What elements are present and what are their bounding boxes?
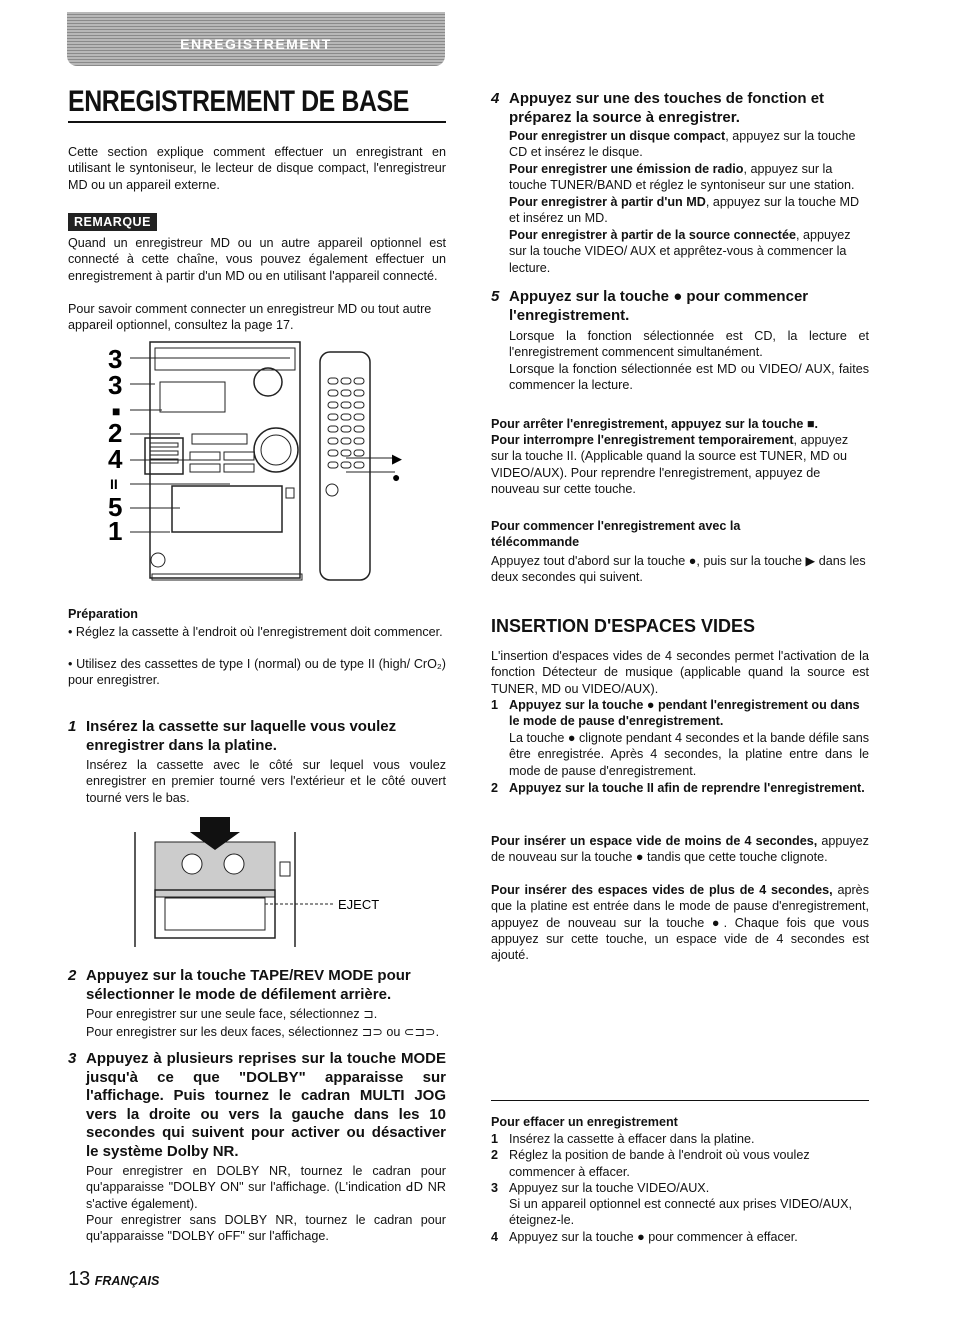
step-1-heading <box>68 718 446 755</box>
step-title: Appuyez sur une des touches de fonction et préparez la source à enregistrer. <box>509 90 825 126</box>
step-3-body: Pour enregistrer sans DOLBY NR, tournez le cadran pour qu'apparaisse "DOLBY oFF" sur l'affichage. <box>86 1213 446 1244</box>
erase-step: 2 Réglez la position de bande à l'endroit où vous voulez commencer à effacer. <box>491 1148 810 1179</box>
remote-recording-body: Appuyez tout d'abord sur la touche ●, puis sur la touche ▶ dans les deux secondes qui suivent. <box>491 554 866 585</box>
step-title: Insérez la cassette sur laquelle vous voulez enregistrer dans la platine. <box>86 718 397 754</box>
step-4-radio: Pour enregistrer une émission de radio, appuyez sur la touche TUNER/BAND et réglez le syntoniseur sur une station. <box>509 162 855 193</box>
play-symbol: ▶ <box>392 451 402 466</box>
step-5-body: Lorsque la fonction sélectionnée est MD ou VIDEO/ AUX, faites commencer la lecture. <box>509 362 869 393</box>
long-gap-note: Pour insérer des espaces vides de plus de 4 secondes, après que la platine est entrée dans le mode de pause d'enregistrement, appuyez de nouveau sur la touche ●. Chaque fois que vous appuyez sur cette touche, un espace vide de 4 secondes est ajouté. <box>491 883 869 963</box>
step-number: 5 <box>491 288 500 305</box>
step-number: 2 <box>68 967 77 984</box>
page-title: ENREGISTREMENT DE BASE <box>68 85 409 118</box>
unit-knob-small <box>254 368 282 396</box>
callout-label: ■ <box>112 403 121 419</box>
callout-label: 1 <box>108 516 123 546</box>
callout-label: 5 <box>108 492 123 522</box>
step-2-body: Pour enregistrer sur une seule face, sélectionnez ⊐. <box>86 1007 378 1021</box>
section-banner <box>67 12 445 66</box>
remote-control <box>320 352 370 580</box>
step-number: 1 <box>68 718 77 735</box>
step-title: Appuyez sur la touche ● pendant l'enregistrement ou dans le mode de pause d'enregistrement. <box>509 698 860 729</box>
step-4-aux: Pour enregistrer à partir de la source connectée, appuyez sur la touche VIDEO/ AUX et apprêtez-vous à commencer la lecture. <box>509 228 851 275</box>
step-title: Appuyez sur la touche TAPE/REV MODE pour sélectionner le mode de défilement arrière. <box>86 967 411 1003</box>
step-2-body: Pour enregistrer sur les deux faces, sélectionnez ⊐⊃ ou ⊂⊐⊃. <box>86 1025 440 1039</box>
callout-label: 4 <box>108 444 123 474</box>
callout-label: II <box>110 476 118 492</box>
stereo-diagram <box>100 338 440 588</box>
stop-recording-note: Pour arrêter l'enregistrement, appuyez sur la touche ■. <box>491 417 818 431</box>
remote-recording-title: Pour commencer l'enregistrement avec la télécommande <box>491 519 741 550</box>
insertion-section-title: INSERTION D'ESPACES VIDES <box>491 616 755 636</box>
insertion-intro: L'insertion d'espaces vides de 4 secondes permet l'activation de la fonction Détecteur de musique (applicable quand la source est TUNER, MD ou VIDEO/AUX). <box>491 649 869 696</box>
step-number: 1 <box>491 698 499 712</box>
step-5-body: Lorsque la fonction sélectionnée est CD, la lecture et l'enregistrement commencent simultanément. <box>509 329 869 360</box>
section-banner-label: ENREGISTREMENT <box>180 36 332 52</box>
step-number: 4 <box>491 90 500 107</box>
preparation-item: • Réglez la cassette à l'endroit où l'enregistrement doit commencer. <box>68 625 443 639</box>
unit-display <box>155 348 295 370</box>
divider <box>491 1100 869 1101</box>
step-4-heading <box>491 90 869 127</box>
step-number: 3 <box>68 1050 77 1067</box>
intro-text: Cette section explique comment effectuer un enregistrant en utilisant le syntoniseur, le lecteur de disque compact, l'enregistreur MD ou un appareil externe. <box>68 145 446 192</box>
step-3-body: Pour enregistrer en DOLBY NR, tournez le cadran pour qu'apparaisse "DOLBY ON" sur l'affichage. (L'indication ꓒꓓ NR s'active également). <box>86 1164 446 1211</box>
step-number: 2 <box>491 781 499 795</box>
page-footer <box>68 1268 159 1291</box>
cassette-insertion-diagram <box>130 812 410 952</box>
callout-label: 2 <box>108 418 123 448</box>
step-4-cd: Pour enregistrer un disque compact, appuyez sur la touche CD et insérez le disque. <box>509 129 856 160</box>
remark-text-2: Pour savoir comment connecter un enregistreur MD ou tout autre appareil optionnel, consultez la page 17. <box>68 302 432 333</box>
insertion-step-2 <box>491 780 869 796</box>
page-number: 13 <box>68 1268 91 1290</box>
step-title: Appuyez sur la touche ● pour commencer l'enregistrement. <box>509 288 809 324</box>
footer-language: FRANÇAIS <box>94 1274 160 1288</box>
step-title: Appuyez sur la touche II afin de reprendre l'enregistrement. <box>509 781 865 795</box>
step-3-heading <box>68 1050 446 1161</box>
insertion-step-1-body: La touche ● clignote pendant 4 secondes et la bande défile sans être enregistrée. Après 4 secondes, la platine entre dans le mode de pause d'enregistrement. <box>509 731 869 778</box>
erase-step: 4 Appuyez sur la touche ● pour commencer à effacer. <box>491 1229 798 1244</box>
erase-title: Pour effacer un enregistrement <box>491 1115 678 1129</box>
step-5-heading <box>491 288 869 325</box>
short-gap-note: Pour insérer un espace vide de moins de 4 secondes, appuyez de nouveau sur la touche ● tandis que cette touche clignote. <box>491 834 869 865</box>
preparation-item: • Utilisez des cassettes de type I (normal) ou de type II (high/ CrO₂) pour enregistrer. <box>68 657 446 688</box>
erase-step: 3 Appuyez sur la touche VIDEO/AUX. <box>491 1180 710 1195</box>
callout-label: 3 <box>108 370 123 400</box>
step-2-heading <box>68 967 446 1004</box>
insertion-step-1 <box>491 697 869 730</box>
callout-label: 3 <box>108 344 123 374</box>
title-underline <box>68 121 446 123</box>
remark-label: REMARQUE <box>68 213 157 231</box>
record-symbol: ● <box>392 469 401 485</box>
step-4-md: Pour enregistrer à partir d'un MD, appuyez sur la touche MD et insérez un MD. <box>509 195 860 226</box>
eject-label: EJECT <box>338 897 380 912</box>
erase-step: Si un appareil optionnel est connecté aux prises VIDEO/AUX, éteignez-le. <box>509 1197 853 1228</box>
step-title: Appuyez à plusieurs reprises sur la touche MODE jusqu'à ce que "DOLBY" apparaisse sur l'affichage. Puis tournez le cadran MULTI JOG vers la droite ou vers la gauche dans les 10 secondes qui suivent pour activer ou désactiver le système Dolby NR. <box>86 1050 446 1160</box>
preparation-title: Préparation <box>68 607 138 621</box>
pause-recording-note: Pour interrompre l'enregistrement temporairement, appuyez sur la touche II. (Applicable quand la source est TUNER, MD ou VIDEO/AUX). Pour reprendre l'enregistrement, appuyez de nouveau sur cette touche. <box>491 433 849 496</box>
step-1-body: Insérez la cassette avec le côté sur lequel vous voulez enregistrer en premier tourné vers l'extérieur et le côté ouvert tourné vers le bas. <box>86 758 446 805</box>
cassette-deck <box>172 486 282 532</box>
erase-steps <box>491 1131 869 1245</box>
erase-step: 1 Insérez la cassette à effacer dans la platine. <box>491 1132 755 1146</box>
remark-text-1: Quand un enregistreur MD ou un autre appareil optionnel est connecté à cette chaîne, vous pouvez également effectuer un enregistrement à partir d'un MD ou en utilisant l'appareil connecté. <box>68 236 446 283</box>
cassette <box>155 842 275 897</box>
